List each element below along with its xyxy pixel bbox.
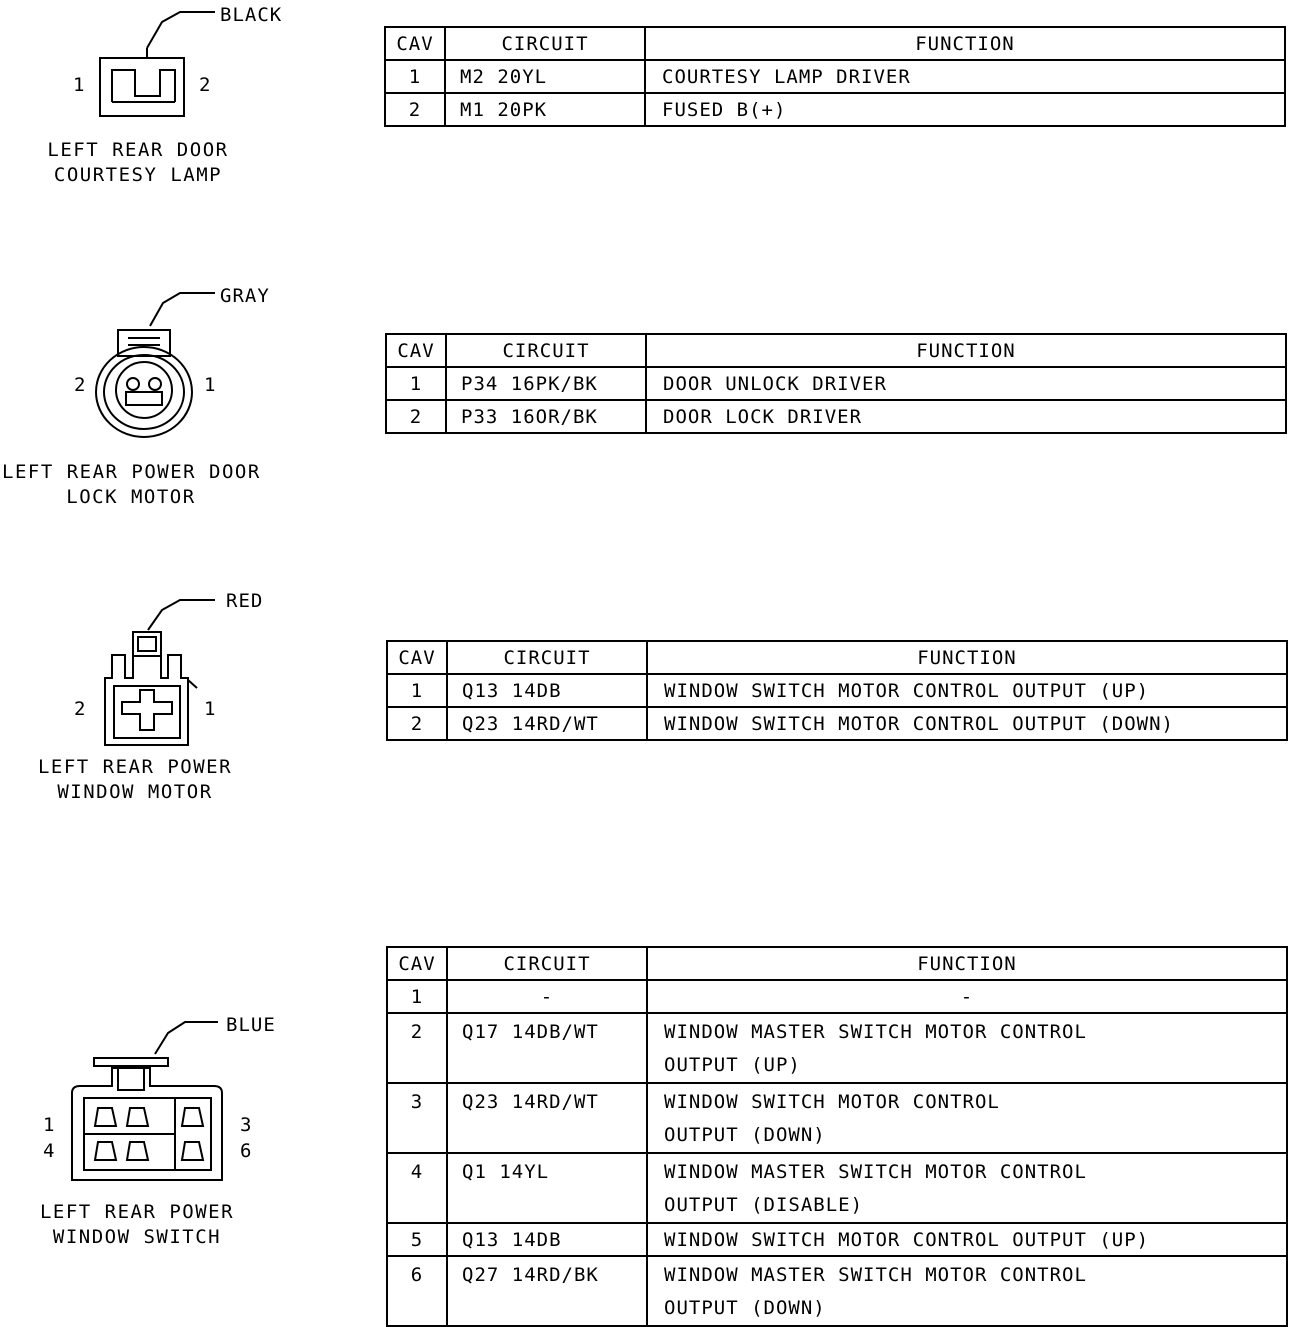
circuit-cell: P33 16OR/BK <box>446 400 646 433</box>
cav-cell: 1 <box>387 674 447 707</box>
connector-name-line: WINDOW MOTOR <box>57 781 213 803</box>
pin-label: 3 <box>240 1114 252 1136</box>
function-line: WINDOW MASTER SWITCH MOTOR CONTROL <box>664 1264 1087 1286</box>
function-cell: WINDOW SWITCH MOTOR CONTROL OUTPUT (UP) <box>647 674 1287 707</box>
pin-label: 1 <box>204 698 216 720</box>
circuit-cell: M1 20PK <box>445 93 645 126</box>
function-cell: WINDOW SWITCH MOTOR CONTROL OUTPUT (DOWN) <box>647 707 1287 740</box>
table-row <box>387 1256 1287 1326</box>
connector-name-line: LOCK MOTOR <box>66 486 196 508</box>
table-row <box>387 1153 1287 1223</box>
function-cell: DOOR LOCK DRIVER <box>646 400 1286 433</box>
function-line: OUTPUT (DISABLE) <box>664 1194 864 1216</box>
circuit-cell: Q23 14RD/WT <box>447 707 647 740</box>
table-row <box>387 1223 1287 1256</box>
function-cell: COURTESY LAMP DRIVER <box>645 60 1285 93</box>
connector-name-line: LEFT REAR POWER <box>39 1201 235 1223</box>
cav-header: CAV <box>387 641 447 674</box>
pin-label: 1 <box>204 374 216 396</box>
cav-cell: 6 <box>387 1256 447 1326</box>
function-line: OUTPUT (UP) <box>664 1054 801 1076</box>
circuit-cell: M2 20YL <box>445 60 645 93</box>
circuit-cell: Q23 14RD/WT <box>447 1083 647 1153</box>
connector-name-line: WINDOW SWITCH <box>52 1226 222 1248</box>
circuit-cell: Q1 14YL <box>447 1153 647 1223</box>
pin-label: 4 <box>43 1140 55 1162</box>
color-label: BLUE <box>226 1014 276 1036</box>
window-switch-pinout-table <box>386 946 1288 1327</box>
circuit-header: CIRCUIT <box>447 641 647 674</box>
circuit-header: CIRCUIT <box>445 27 645 60</box>
function-line: WINDOW SWITCH MOTOR CONTROL <box>664 1091 1000 1113</box>
function-header: FUNCTION <box>645 27 1285 60</box>
color-label: GRAY <box>220 285 270 307</box>
cav-cell: 3 <box>387 1083 447 1153</box>
pin-label: 1 <box>43 1114 55 1136</box>
function-cell: FUSED B(+) <box>645 93 1285 126</box>
function-cell: WINDOW SWITCH MOTOR CONTROL OUTPUT (UP) <box>647 1223 1287 1256</box>
circuit-cell: Q13 14DB <box>447 674 647 707</box>
circuit-cell: Q17 14DB/WT <box>447 1013 647 1083</box>
pin-label: 2 <box>74 698 86 720</box>
function-line: WINDOW MASTER SWITCH MOTOR CONTROL <box>664 1021 1087 1043</box>
function-header: FUNCTION <box>647 947 1287 980</box>
connector-name <box>32 1200 242 1250</box>
color-leader-line <box>155 1022 218 1054</box>
cav-cell: 4 <box>387 1153 447 1223</box>
table-row <box>387 1083 1287 1153</box>
table-row <box>387 1013 1287 1083</box>
cav-cell: 1 <box>387 980 447 1013</box>
connector-name-line: COURTESY LAMP <box>53 164 223 186</box>
cav-cell: 2 <box>387 707 447 740</box>
pin-label: 6 <box>240 1140 252 1162</box>
connector-name-line: LEFT REAR POWER <box>37 756 233 778</box>
function-cell: - <box>647 980 1287 1013</box>
color-label: BLACK <box>220 4 283 26</box>
function-cell <box>647 1153 1287 1223</box>
cav-header: CAV <box>385 27 445 60</box>
cav-cell: 2 <box>385 93 445 126</box>
circuit-cell: Q13 14DB <box>447 1223 647 1256</box>
circuit-header: CIRCUIT <box>447 947 647 980</box>
pin-label: 2 <box>199 74 211 96</box>
cav-cell: 5 <box>387 1223 447 1256</box>
cav-cell: 1 <box>385 60 445 93</box>
function-line: WINDOW MASTER SWITCH MOTOR CONTROL <box>664 1161 1087 1183</box>
function-cell <box>647 1083 1287 1153</box>
function-cell: DOOR UNLOCK DRIVER <box>646 367 1286 400</box>
function-line: OUTPUT (DOWN) <box>664 1124 826 1146</box>
table-row <box>387 980 1287 1013</box>
circuit-cell: P34 16PK/BK <box>446 367 646 400</box>
connector-name-line: LEFT REAR POWER DOOR <box>2 461 261 483</box>
connector-name-line: LEFT REAR DOOR <box>47 139 229 161</box>
cav-cell: 2 <box>387 1013 447 1083</box>
pin-label: 2 <box>74 374 86 396</box>
table-header-row <box>387 947 1287 980</box>
cav-header: CAV <box>386 334 446 367</box>
function-header: FUNCTION <box>646 334 1286 367</box>
circuit-cell: Q27 14RD/BK <box>447 1256 647 1326</box>
function-cell <box>647 1013 1287 1083</box>
cav-header: CAV <box>387 947 447 980</box>
cav-cell: 1 <box>386 367 446 400</box>
circuit-cell: - <box>447 980 647 1013</box>
function-line: OUTPUT (DOWN) <box>664 1297 826 1319</box>
pin-label: 1 <box>73 74 85 96</box>
circuit-header: CIRCUIT <box>446 334 646 367</box>
color-label: RED <box>226 590 264 612</box>
function-cell <box>647 1256 1287 1326</box>
cav-cell: 2 <box>386 400 446 433</box>
function-header: FUNCTION <box>647 641 1287 674</box>
